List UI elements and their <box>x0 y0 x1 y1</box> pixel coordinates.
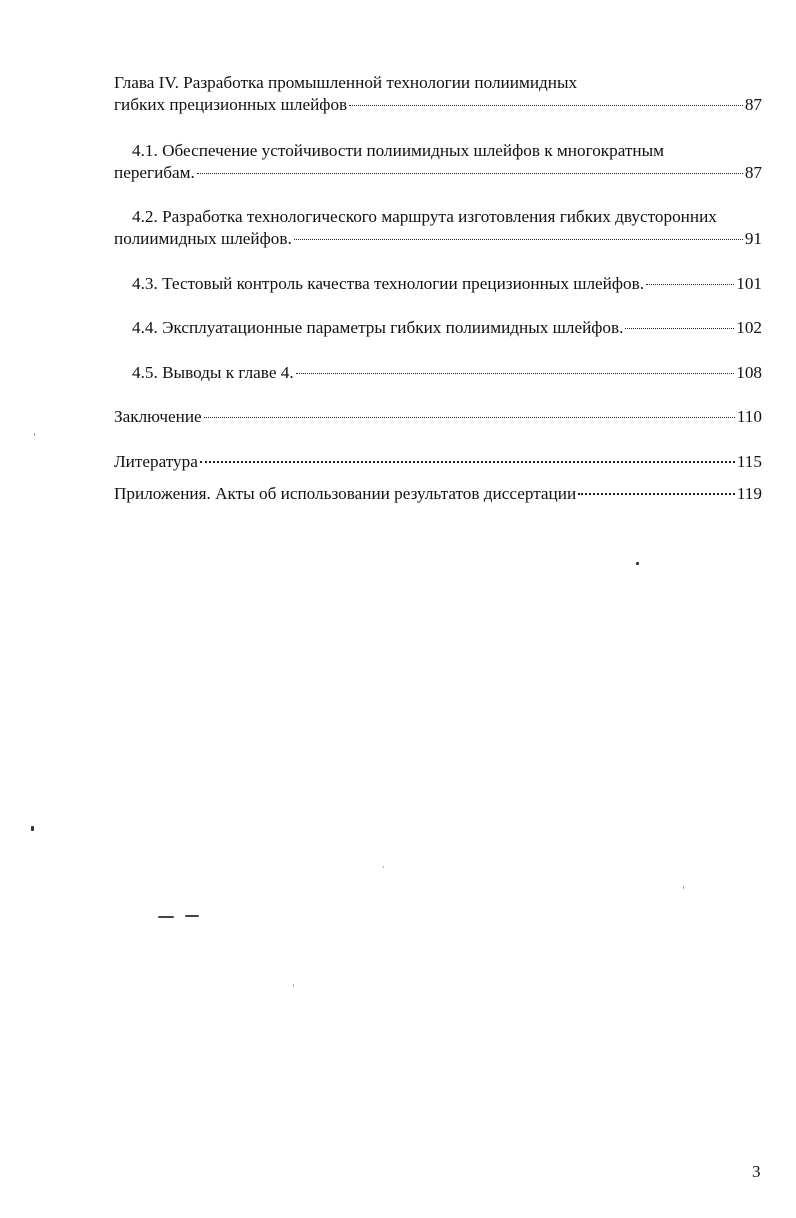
toc-entry-title: Заключение <box>114 407 202 426</box>
toc-entry-title-line1: 4.2. Разработка технологического маршрута изготовления гибких двусторонних <box>132 207 717 226</box>
dot-leader <box>296 373 735 374</box>
scan-speck <box>158 916 174 918</box>
dot-leader <box>578 493 735 495</box>
toc-page-number: 110 <box>736 407 762 426</box>
dot-leader <box>294 239 743 240</box>
toc-page-number: 87 <box>744 163 762 182</box>
toc-entry-4-5[interactable] <box>114 362 762 384</box>
dot-leader <box>349 105 743 106</box>
toc-entry-row <box>114 273 762 295</box>
toc-entry-title: 4.5. Выводы к главе 4. <box>132 363 294 382</box>
toc-entry-conclusion[interactable] <box>114 406 762 428</box>
scan-speck <box>293 984 294 987</box>
scan-speck <box>383 866 384 868</box>
toc-page-number: 101 <box>736 274 762 293</box>
toc-entry-4-3[interactable] <box>114 273 762 295</box>
toc-entry-row <box>114 94 762 116</box>
toc-entry-row <box>114 362 762 384</box>
toc-entry-row <box>114 317 762 339</box>
toc-entry-row <box>114 483 762 505</box>
toc-entry-title-line2: перегибам. <box>114 163 195 182</box>
dot-leader <box>625 328 734 329</box>
toc-entry-chapter-4[interactable] <box>114 72 762 116</box>
dot-leader <box>646 284 734 285</box>
toc-page-number: 102 <box>736 318 762 337</box>
toc-entry-4-2[interactable] <box>114 206 762 250</box>
toc-page-number: 119 <box>736 484 762 503</box>
toc-entry-row <box>114 228 762 250</box>
toc-entry-row <box>114 162 762 184</box>
toc-entry-title-line2: полиимидных шлейфов. <box>114 229 292 248</box>
toc-entry-title-line1: 4.1. Обеспечение устойчивости полиимидных шлейфов к многократным <box>132 141 665 160</box>
toc-entry-title-line1: Глава IV. Разработка промышленной технологии полиимидных <box>114 73 578 92</box>
toc-entry-row <box>114 406 762 428</box>
toc-entry-row <box>114 451 762 473</box>
toc-entry-title-line2: гибких прецизионных шлейфов <box>114 95 348 114</box>
toc-entry-title: 4.4. Эксплуатационные параметры гибких полиимидных шлейфов. <box>132 318 624 337</box>
toc-entry-4-4[interactable] <box>114 317 762 339</box>
dot-leader <box>200 461 735 463</box>
scan-speck <box>34 433 35 436</box>
toc-entry-literature[interactable] <box>114 451 762 473</box>
toc-entry-4-1[interactable] <box>114 140 762 184</box>
toc-page-number: 91 <box>744 229 762 248</box>
dot-leader <box>204 417 735 418</box>
toc-entry-title: Литература <box>114 452 198 471</box>
toc-page-number: 108 <box>736 363 762 382</box>
scan-speck <box>31 826 34 831</box>
toc-entry-title: Приложения. Акты об использовании результатов диссертации <box>114 484 577 503</box>
scan-speck <box>185 915 199 917</box>
toc-page-number: 87 <box>744 95 762 114</box>
scan-speck <box>683 886 684 889</box>
scan-speck <box>636 562 639 565</box>
toc-entry-title: 4.3. Тестовый контроль качества технологии прецизионных шлейфов. <box>132 274 644 293</box>
toc-entry-appendices[interactable] <box>114 483 762 505</box>
toc-page-number: 115 <box>736 452 762 471</box>
dot-leader <box>197 173 743 174</box>
page-number: 3 <box>752 1162 761 1181</box>
